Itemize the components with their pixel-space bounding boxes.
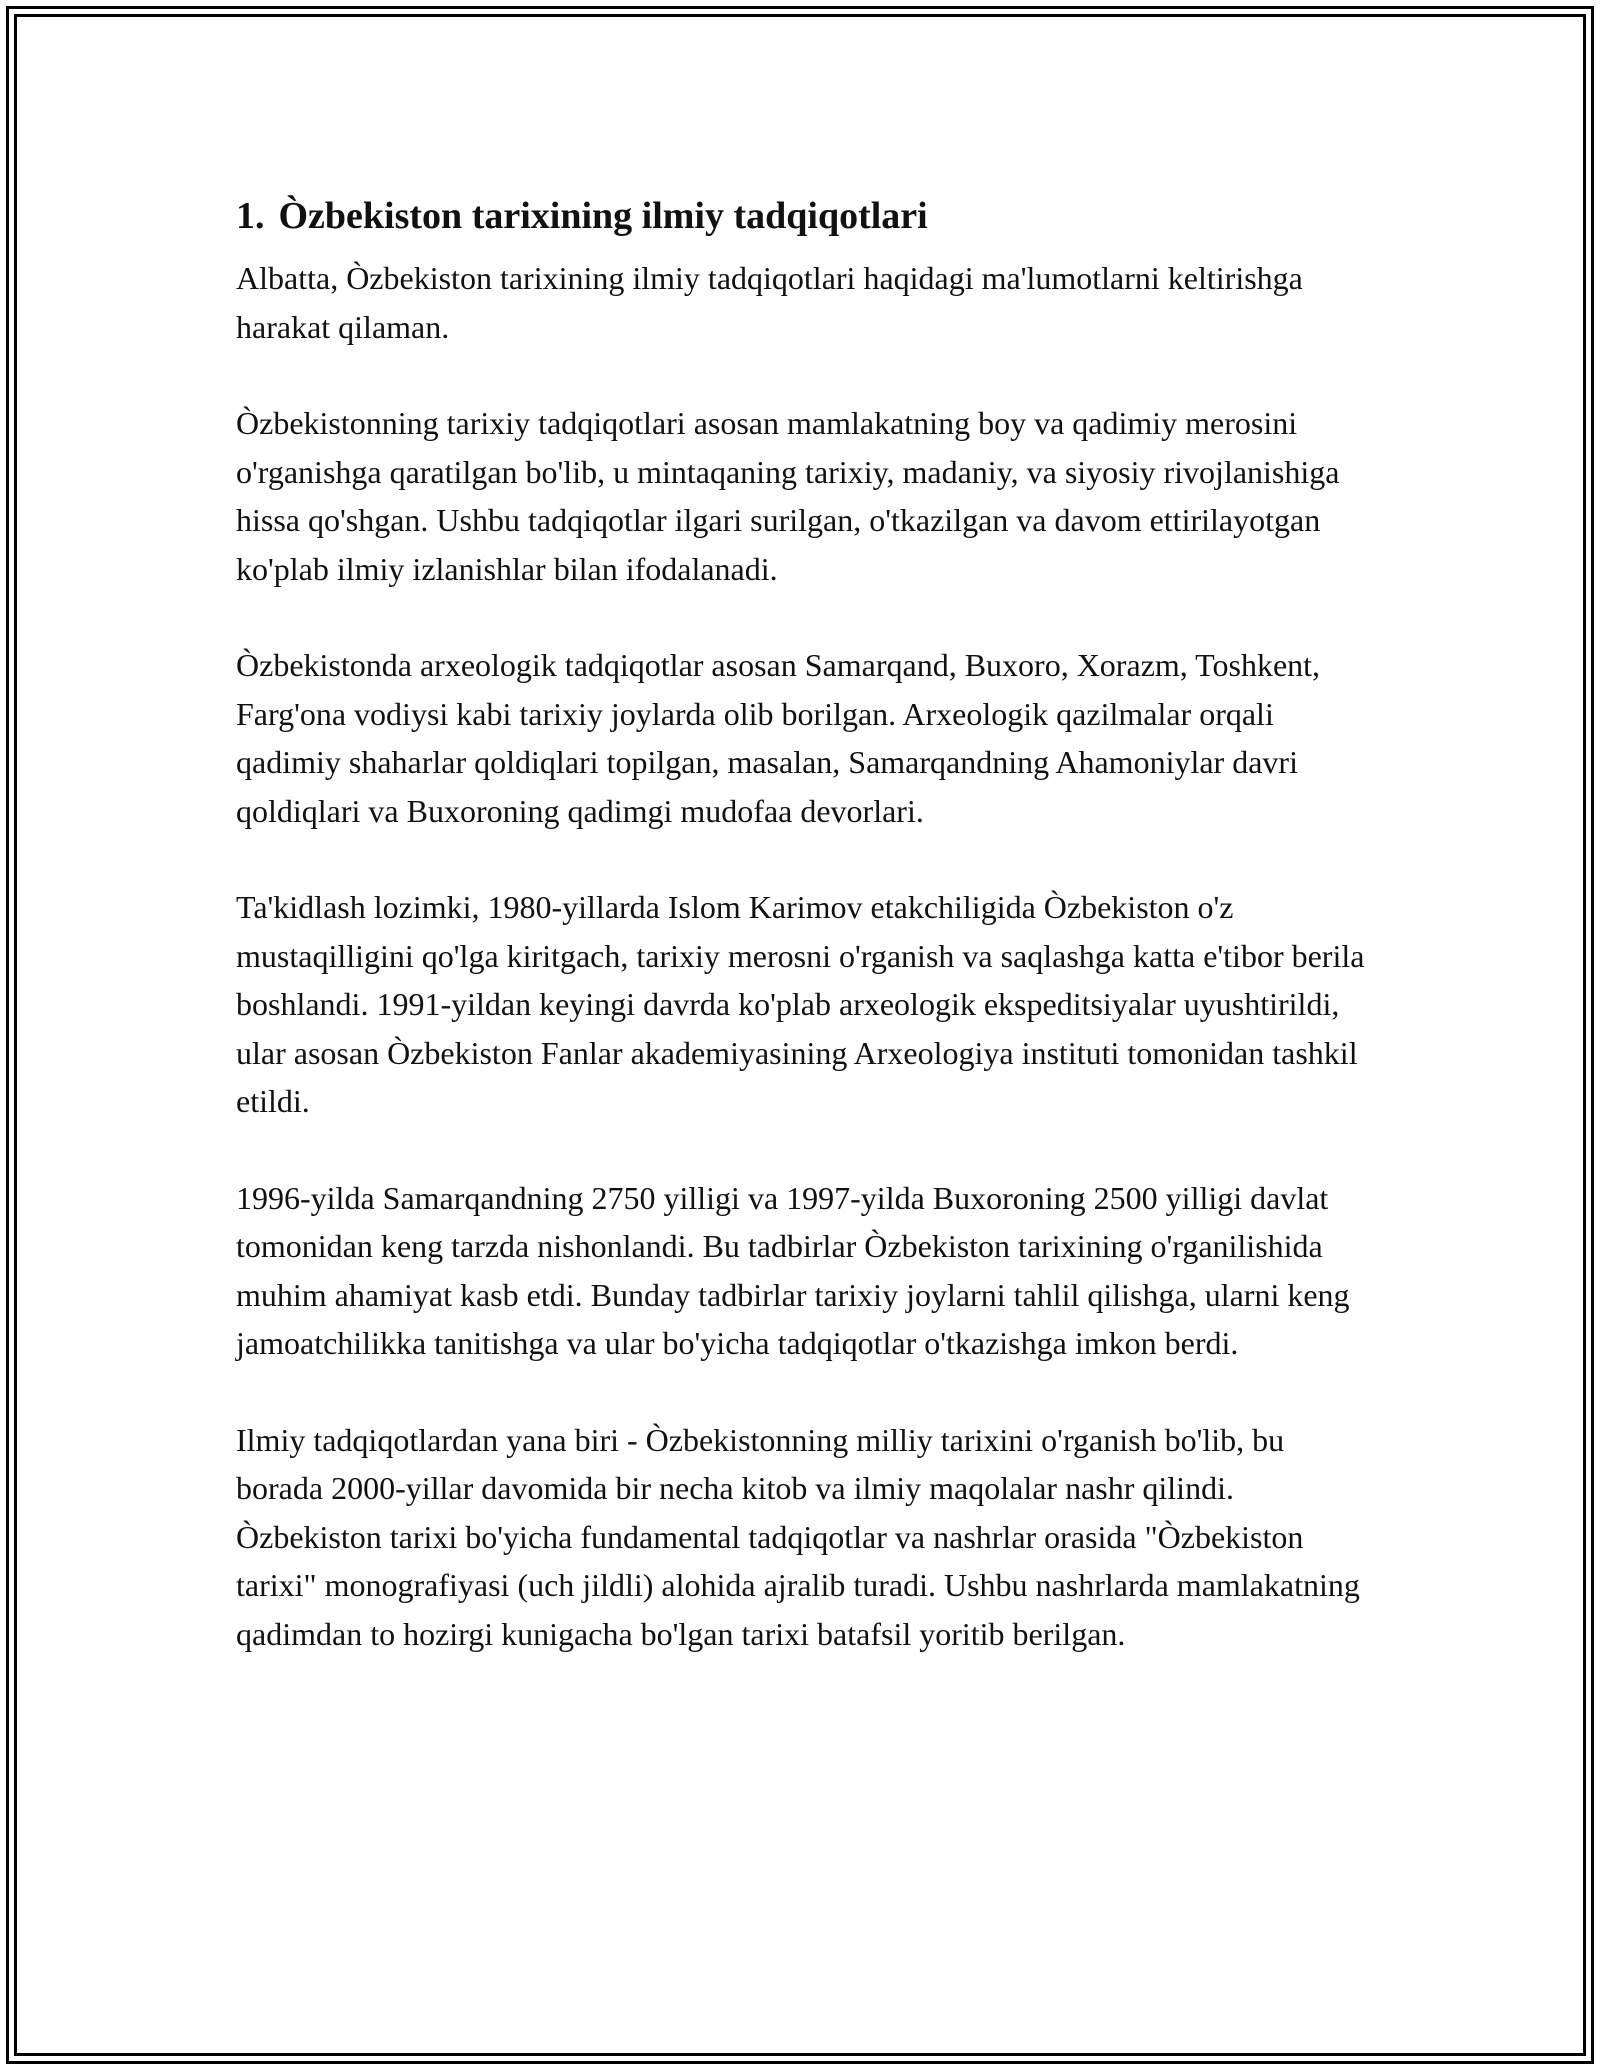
section-number: 1. (236, 195, 265, 237)
paragraph-anniversaries: 1996-yilda Samarqandning 2750 yilligi va 1997-yilda Buxoroning 2500 yilligi davlat tomonidan keng tarzda nishonlandi. Bu tadbirlar Òzbekiston tarixining o'rganilishida muhim ahamiyat kasb etdi. Bunday tadbirlar tarixiy joylarni tahlil qilishga, ularni keng jamoatchilikka tanitishga va ular bo'yicha tadqiqotlar o'tkazishga imkon berdi. (236, 1179, 1350, 1361)
section-heading (236, 188, 1376, 244)
paragraph-national-history: Ilmiy tadqiqotlardan yana biri - Òzbekistonning milliy tarixini o'rganish bo'lib, bu borada 2000-yillar davomida bir necha kitob va ilmiy maqolalar nashr qilindi. Òzbekiston tarixi bo'yicha fundamental tadqiqotlar va nashrlar orasida "Òzbekiston tarixi" monografiyasi (uch jildli) alohida ajralib turadi. Ushbu nashrlarda mamlakatning qadimdan to hozirgi kunigacha bo'lgan tarixi batafsil yoritib berilgan. (236, 1421, 1360, 1652)
paragraph-heritage-research: Òzbekistonning tarixiy tadqiqotlari asosan mamlakatning boy va qadimiy merosini o'rganishga qaratilgan bo'lib, u mintaqaning tarixiy, madaniy, va siyosiy rivojlanishiga hissa qo'shgan. Ushbu tadqiqotlar ilgari surilgan, o'tkazilgan va davom ettirilayotgan ko'plab ilmiy izlanishlar bilan ifodalanadi. (236, 405, 1340, 587)
document-body (236, 188, 1376, 1706)
paragraph-independence: Ta'kidlash lozimki, 1980-yillarda Islom Karimov etakchiligida Òzbekiston o'z mustaqilligini qo'lga kiritgach, tarixiy merosni o'rganish va saqlashga katta e'tibor berila boshlandi. 1991-yildan keyingi davrda ko'plab arxeologik ekspeditsiyalar uyushtirildi, ular asosan Òzbekiston Fanlar akademiyasining Arxeologiya instituti tomonidan tashkil etildi. (236, 889, 1365, 1119)
section-title: Òzbekiston tarixining ilmiy tadqiqotlari (278, 195, 928, 237)
paragraph-archaeology: Òzbekistonda arxeologik tadqiqotlar asosan Samarqand, Buxoro, Xorazm, Toshkent, Farg'ona vodiysi kabi tarixiy joylarda olib borilgan. Arxeologik qazilmalar orqali qadimiy shaharlar qoldiqlari topilgan, masalan, Samarqandning Ahamoniylar davri qoldiqlari va Buxoroning qadimgi mudofaa devorlari. (236, 647, 1321, 829)
paragraph-intro: Albatta, Òzbekiston tarixining ilmiy tadqiqotlari haqidagi ma'lumotlarni keltirishga harakat qilaman. (236, 260, 1303, 345)
